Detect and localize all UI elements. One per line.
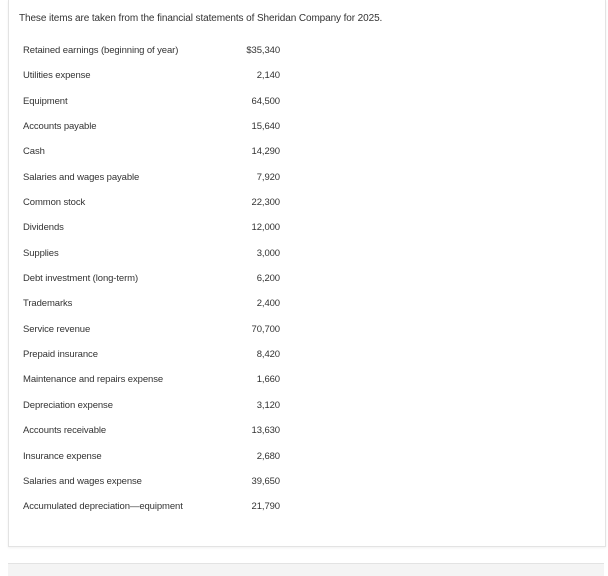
item-label: Accumulated depreciation—equipment: [23, 501, 183, 513]
item-label: Insurance expense: [23, 450, 102, 462]
item-amount: 3,120: [256, 399, 280, 411]
list-item: [23, 142, 283, 167]
item-label: Salaries and wages expense: [23, 475, 142, 487]
item-label: Prepaid insurance: [23, 349, 98, 361]
item-label: Cash: [23, 146, 45, 158]
item-amount: 64,500: [251, 95, 280, 107]
item-label: Debt investment (long-term): [23, 273, 139, 285]
list-item: [23, 66, 283, 91]
list-item: [23, 244, 283, 269]
list-item: [23, 345, 283, 370]
item-label: Accounts receivable: [23, 425, 107, 437]
item-label: Dividends: [23, 222, 64, 234]
item-amount: 6,200: [256, 273, 280, 285]
question-card: [8, 0, 606, 547]
item-amount: 2,140: [256, 70, 280, 82]
item-label: Utilities expense: [23, 70, 91, 82]
item-label: Accounts payable: [23, 121, 97, 133]
item-amount: 21,790: [251, 501, 280, 513]
question-intro: These items are taken from the financial statements of Sheridan Company for 2025.: [19, 13, 383, 24]
list-item: [23, 92, 283, 117]
list-item: [23, 269, 283, 294]
list-item: [23, 218, 283, 243]
item-label: Retained earnings (beginning of year): [23, 45, 179, 56]
item-amount: 7,920: [256, 171, 280, 183]
list-item: [23, 396, 283, 421]
list-item: [23, 117, 283, 142]
item-amount: 8,420: [256, 349, 280, 361]
list-item: [23, 497, 283, 522]
list-item: [23, 472, 283, 497]
item-amount: 22,300: [251, 197, 280, 209]
item-label: Equipment: [23, 95, 68, 107]
list-item: [23, 370, 283, 395]
item-label: Salaries and wages payable: [23, 171, 140, 183]
list-item: [23, 421, 283, 446]
item-amount: 14,290: [251, 146, 280, 158]
item-label: Trademarks: [23, 298, 73, 310]
item-amount: 15,640: [251, 121, 280, 133]
item-amount: 12,000: [251, 222, 280, 234]
item-amount: 1,660: [256, 374, 280, 386]
item-amount: 13,630: [251, 425, 280, 437]
item-amount: 39,650: [251, 475, 280, 487]
item-label: Common stock: [23, 197, 86, 209]
list-item: [23, 168, 283, 193]
item-amount: 2,400: [256, 298, 280, 310]
item-amount: 70,700: [251, 323, 280, 335]
list-item: [23, 193, 283, 218]
item-label: Service revenue: [23, 323, 91, 335]
next-section-edge: [8, 563, 604, 576]
item-amount: $35,340: [246, 45, 280, 56]
financial-items-list: [23, 41, 283, 523]
item-label: Depreciation expense: [23, 399, 113, 411]
list-item: [23, 294, 283, 319]
item-label: Supplies: [23, 247, 59, 259]
item-amount: 2,680: [256, 450, 280, 462]
list-item: [23, 41, 283, 66]
list-item: [23, 447, 283, 472]
item-amount: 3,000: [256, 247, 280, 259]
item-label: Maintenance and repairs expense: [23, 374, 164, 386]
list-item: [23, 320, 283, 345]
